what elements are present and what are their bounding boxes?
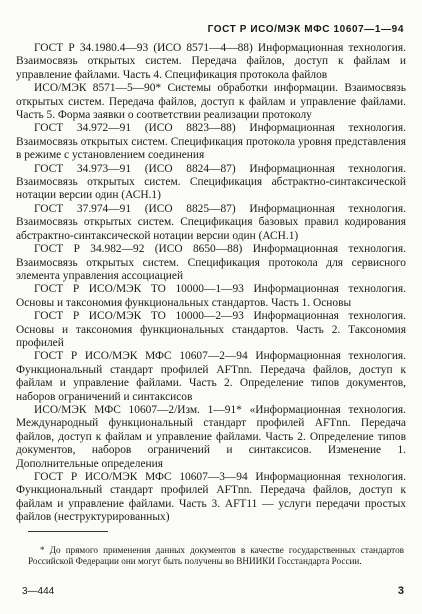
reference-paragraph: ИСО/МЭК 8571—5—90* Системы обработки информации. Взаимосвязь открытых систем. Передача файлов, доступ к файлам и управление файлами. Часть 5. Форма заявки о соответствии реализации протоколу	[16, 82, 406, 122]
reference-paragraph: ГОСТ Р ИСО/МЭК ТО 10000—1—93 Информационная технология. Основы и таксономия функциональных стандартов. Часть 1. Основы	[16, 283, 406, 309]
reference-paragraph: ГОСТ 37.974—91 (ИСО 8825—87) Информационная технология. Взаимосвязь открытых систем. Спецификация базовых правил кодирования абстрактно-синтаксической нотации версии один (АСН.1)	[16, 202, 406, 242]
print-mark: 3—444	[22, 586, 55, 597]
reference-paragraph: ГОСТ Р 34.982—92 (ИСО 8650—88) Информационная технология. Взаимосвязь открытых систем. Спецификация протокола для сервисного элемента управления ассоциацией	[16, 243, 406, 282]
reference-paragraph: ГОСТ Р ИСО/МЭК МФС 10607—2—94 Информационная технология. Функциональный стандарт профилей AFTnn. Передача файлов, доступ к файлам и управление файлами. Часть 2. Определение типов документов, наборов ограничений и синтаксисов	[16, 350, 406, 403]
reference-paragraph: ГОСТ Р ИСО/МЭК ТО 10000—2—93 Информационная технология. Основы и таксономия функциональных стандартов. Часть 2. Таксономия профилей	[16, 310, 406, 349]
reference-paragraph: ГОСТ 34.972—91 (ИСО 8823—88) Информационная технология. Взаимосвязь открытых систем. Спецификация протокола уровня представления в режиме с установлением соединения	[16, 122, 406, 162]
page-number: 3	[397, 585, 404, 597]
reference-paragraph: ИСО/МЭК МФС 10607—2/Изм. 1—91* «Информационная технология. Международный функциональный стандарт профилей AFTnn. Передача файлов, доступ к файлам и управление файлами. Часть 2. Определение типов документов, наборов ограничений и синтаксисов. Изменение 1. Дополнительные определения	[16, 403, 406, 470]
reference-paragraph: ГОСТ Р 34.1980.4—93 (ИСО 8571—4—88) Информационная технология. Взаимосвязь открытых систем. Передача файлов, доступ к файлам и управление файлами. Часть 4. Спецификация протокола файлов	[16, 42, 406, 81]
reference-paragraph: ГОСТ 34.973—91 (ИСО 8824—87) Информационная технология. Взаимосвязь открытых систем. Спецификация абстрактно-синтаксической нотации версии один (АСН.1)	[16, 162, 406, 202]
footnote-divider	[28, 531, 108, 532]
body-text	[16, 42, 406, 525]
reference-paragraph: ГОСТ Р ИСО/МЭК МФС 10607—3—94 Информационная технология. Функциональный стандарт профилей AFTnn. Передача файлов, доступ к файлам и управление файлами. Часть 3. AFT11 — услуги передачи простых файлов (неструктурированных)	[16, 471, 406, 524]
running-title: ГОСТ Р ИСО/МЭК МФС 10607—1—94	[207, 24, 404, 35]
footnote: * До прямого применения данных документов в качестве государственных стандартов Российской Федерации они могут быть получены во ВНИИКИ Госстандарта России.	[28, 545, 404, 567]
